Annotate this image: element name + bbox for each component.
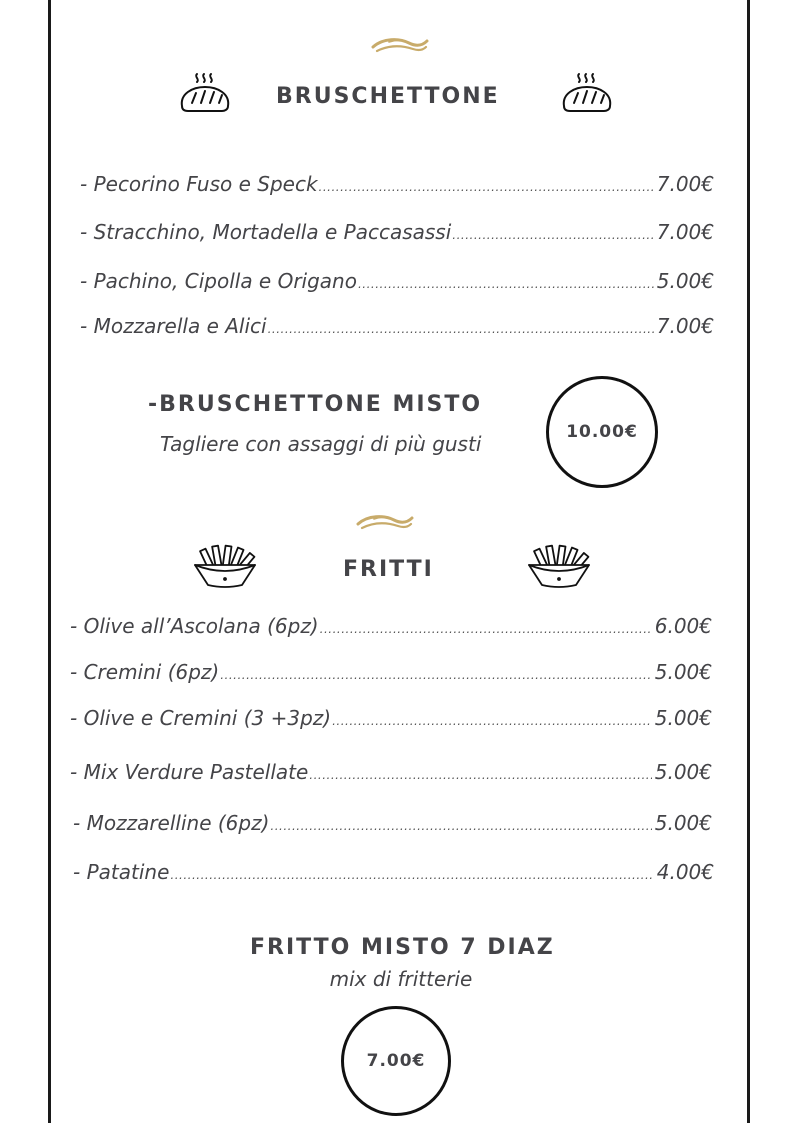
bread-icon [178,70,232,114]
item-name: - Cremini (6pz) [70,660,220,684]
gold-swirl-ornament-top [369,34,429,56]
dot-leader [220,668,652,682]
dot-leader [268,322,654,336]
item-name: - Olive all’Ascolana (6pz) [70,614,319,638]
fritti-title: FRITTI [343,557,434,582]
item-price: 6.00€ [654,614,712,638]
item-name: - Mix Verdure Pastellate [70,760,309,784]
menu-item [73,860,714,884]
item-price: 7.00€ [656,172,714,196]
dot-leader [319,180,654,194]
bruschettone-misto-subtitle: Tagliere con assaggi di più gusti [160,432,482,456]
bruschettone-misto-price-circle [546,376,658,488]
fritto-misto-price: 7.00€ [366,1051,426,1071]
item-price: 5.00€ [654,811,712,835]
menu-item [80,220,714,244]
item-name: - Stracchino, Mortadella e Paccasassi [80,220,452,244]
menu-item [70,760,712,784]
dot-leader [270,819,651,833]
fritto-misto-title: FRITTO MISTO 7 DIAZ [250,935,555,960]
menu-item [80,172,714,196]
item-price: 4.00€ [656,860,714,884]
menu-item [73,811,712,835]
dot-leader [452,228,653,242]
dot-leader [170,868,653,882]
item-price: 5.00€ [654,760,712,784]
item-name: - Pachino, Cipolla e Origano [80,269,357,293]
item-price: 5.00€ [654,706,712,730]
dot-leader [320,622,652,636]
menu-item [70,706,712,730]
bread-icon [560,70,614,114]
right-border-line [747,0,750,1123]
gold-swirl-ornament-middle [354,511,414,533]
dot-leader [309,768,651,782]
bruschettone-misto-price: 10.00€ [566,422,638,442]
menu-item [70,614,712,638]
left-border-line [48,0,51,1123]
fritto-misto-price-circle [341,1006,451,1116]
bruschettone-title: BRUSCHETTONE [276,84,500,109]
item-price: 7.00€ [656,220,714,244]
item-name: - Mozzarella e Alici [80,314,267,338]
item-name: - Olive e Cremini (3 +3pz) [70,706,332,730]
menu-item [80,269,714,293]
item-name: - Mozzarelline (6pz) [73,811,270,835]
item-price: 7.00€ [656,314,714,338]
menu-item [70,660,712,684]
menu-item [80,314,714,338]
fries-icon [526,543,592,589]
fries-icon [192,543,258,589]
fritto-misto-subtitle: mix di fritterie [329,967,473,991]
item-price: 5.00€ [654,660,712,684]
item-name: - Patatine [73,860,170,884]
dot-leader [332,714,652,728]
dot-leader [358,277,654,291]
bruschettone-misto-title: -BRUSCHETTONE MISTO [148,392,483,417]
item-price: 5.00€ [656,269,714,293]
item-name: - Pecorino Fuso e Speck [80,172,318,196]
